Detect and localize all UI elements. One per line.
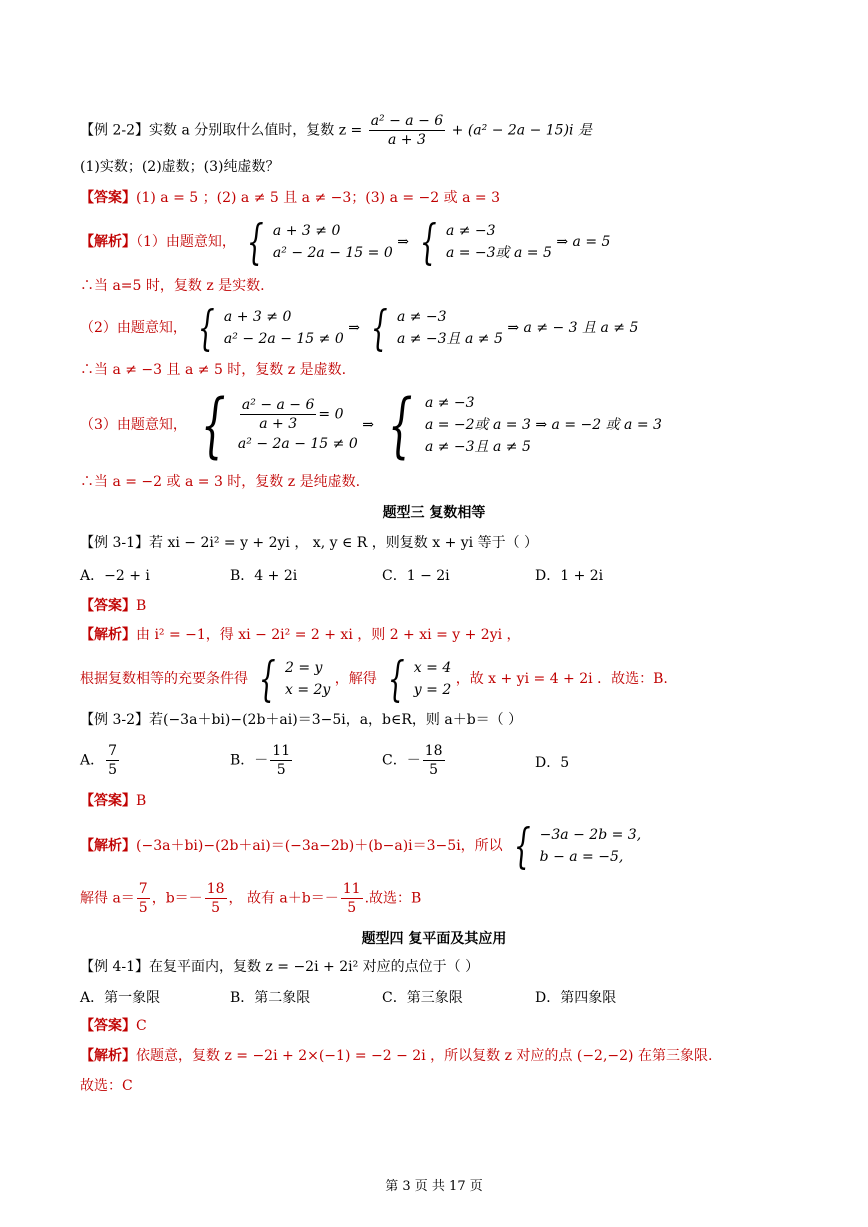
ex22-system-1b: { a ≠ −3 a = −3或 a = 5	[420, 214, 552, 270]
ex22-fraction: $\frac{\text{a² − a − 6}}{a + 3}$	[370, 113, 444, 148]
ex41-option-b: B．第二象限	[230, 990, 311, 1006]
ex32-solution-2: 解得 a＝ $\frac{7}{5}$ ，b＝－ $\frac{18}{5}$ ， 故有 a＋b＝－ $\frac{11}{5}$ .故选：B	[80, 881, 422, 916]
ex22-question-parts: (1)实数；(2)虚数；(3)纯虚数？	[80, 159, 280, 175]
ex22-system-2b: { a ≠ −3 a ≠ −3且 a ≠ 5	[371, 300, 503, 356]
ex22-system-3b: { a ≠ −3 a = −2或 a = 3 ⇒ a = −2 或 a = 3 a ≠ −3且 a ≠ 5	[388, 384, 662, 466]
ex41-question: 【例 4-1】在复平面内，复数 z = −2i + 2i² 对应的点位于（ ）	[80, 959, 480, 975]
ex41-option-c: C．第三象限	[382, 990, 463, 1006]
ex31-solution-1: 【解析】由 i² = −1，得 xi − 2i² = 2 + xi ，则 2 + xi = y + 2yi ，	[80, 627, 521, 643]
ex32-option-d: D．5	[535, 755, 570, 771]
ex32-option-c: C．－ $\frac{18}{5}$	[382, 743, 443, 778]
ex31-system-1: { 2 = y x = 2y	[259, 651, 331, 707]
ex32-solution-1: 【解析】(−3a＋bi)−(2b＋ai)＝(−3a−2b)＋(b−a)i＝3−5i，所以 { −3a − 2b = 3, b − a = −5,	[80, 818, 642, 874]
ex41-option-d: D．第四象限	[535, 990, 617, 1006]
ex31-option-b: B．4 + 2i	[230, 568, 298, 584]
ex32-option-b: B．－ $\frac{11}{5}$	[230, 743, 291, 778]
ex31-question: 【例 3-1】若 xi − 2i² = y + 2yi ， x, y ∈ R ，则复数 x + yi 等于（ ）	[80, 535, 539, 551]
ex22-answer: 【答案】(1) a = 5 ；(2) a ≠ 5 且 a ≠ −3；(3) a = −2 或 a = 3	[80, 190, 500, 206]
ex32-option-a: A． $\frac{7}{5}$	[80, 743, 118, 778]
ex22-solution-2: （2）由题意知， { a + 3 ≠ 0 a² − 2a − 15 ≠ 0 ⇒ { a ≠ −3 a ≠ −3且 a ≠ 5 ⇒ a ≠ − 3 且 a ≠ 5	[80, 300, 639, 356]
ex22-question: 【例 2-2】实数 a 分别取什么值时，复数 z = $\frac{\text{a² − a − 6}}{a + 3}$ + (a² − 2a − 15)i 是	[80, 113, 592, 148]
ex22-conclusion-1: ∴当 a=5 时，复数 z 是实数.	[80, 278, 265, 294]
ex31-option-c: C．1 − 2i	[382, 568, 450, 584]
ex31-solution-2: 根据复数相等的充要条件得 { 2 = y x = 2y ，解得 { x = 4 y = 2 ，故 x + yi = 4 + 2i ．故选：B.	[80, 651, 668, 707]
ex31-system-2: { x = 4 y = 2	[388, 651, 452, 707]
ex32-question: 【例 3-2】若(−3a＋bi)−(2b＋ai)＝3−5i，a，b∈R，则 a＋b＝（ ）	[80, 712, 523, 728]
ex22-system-3: { $\frac{\text{a² − a − 6}}{a + 3}$ = 0 a² − 2a − 15 ≠ 0	[201, 384, 358, 466]
ex32-answer: 【答案】B	[80, 793, 147, 809]
ex22-system-1: { a + 3 ≠ 0 a² − 2a − 15 = 0	[247, 214, 393, 270]
ex22-conclusion-3: ∴当 a = −2 或 a = 3 时，复数 z 是纯虚数.	[80, 474, 361, 490]
ex22-system-2: { a + 3 ≠ 0 a² − 2a − 15 ≠ 0	[198, 300, 344, 356]
ex31-option-d: D．1 + 2i	[535, 568, 604, 584]
ex41-solution-1: 【解析】依题意，复数 z = −2i + 2×(−1) = −2 − 2i ，所以复数 z 对应的点 (−2,−2) 在第三象限.	[80, 1048, 713, 1064]
ex41-answer: 【答案】C	[80, 1018, 147, 1034]
ex41-solution-2: 故选：C	[80, 1078, 133, 1094]
page-footer: 第 3 页 共 17 页	[385, 1179, 483, 1194]
ex31-option-a: A．−2 + i	[80, 568, 150, 584]
ex22-solution-1: 【解析】（1）由题意知， { a + 3 ≠ 0 a² − 2a − 15 = 0 ⇒ { a ≠ −3 a = −3或 a = 5 ⇒ a = 5	[80, 214, 611, 270]
ex22-solution-3: （3）由题意知， { $\frac{\text{a² − a − 6}}{a + 3}$ = 0 a² − 2a − 15 ≠ 0 ⇒ { a ≠ −3 a = −2或 a = 3 ⇒ a = −2 或 a = 3 a ≠ −3且 a ≠ 5	[80, 384, 662, 466]
section-title-4: 题型四 复平面及其应用	[361, 931, 507, 947]
section-title-3: 题型三 复数相等	[382, 505, 486, 521]
ex41-option-a: A．第一象限	[80, 990, 161, 1006]
ex32-system: { −3a − 2b = 3, b − a = −5,	[513, 818, 642, 874]
ex22-conclusion-2: ∴当 a ≠ −3 且 a ≠ 5 时，复数 z 是虚数.	[80, 362, 347, 378]
ex31-answer: 【答案】B	[80, 598, 147, 614]
